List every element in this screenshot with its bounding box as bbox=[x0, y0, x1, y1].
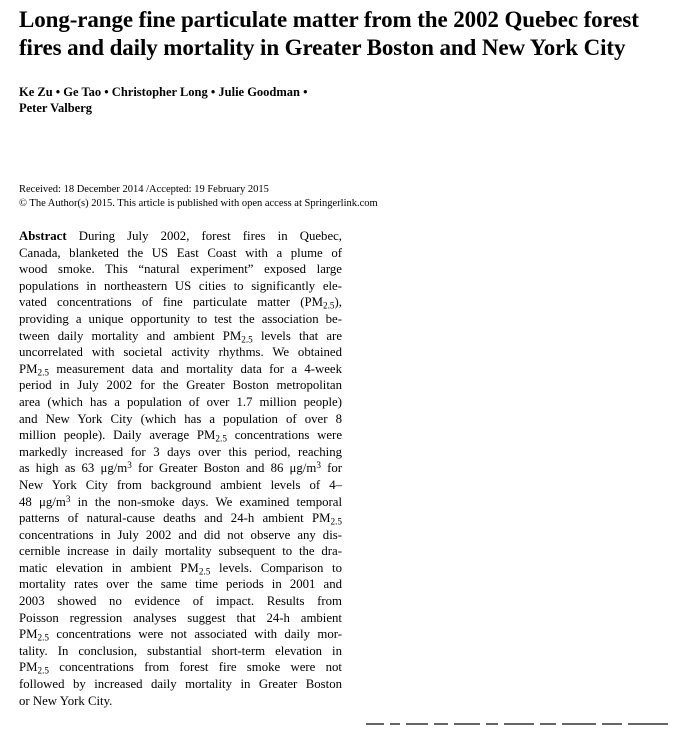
author-list bbox=[19, 84, 419, 116]
abstract-line: as high as 63 $\mu g/m^3$ for Greater Boston and 86 $\mu g/m^3$ for bbox=[19, 460, 343, 476]
abstract-line: vated concentrations of fine particulate matter $(PM_{2.5})$, bbox=[19, 295, 342, 311]
abstract-line: markedly increased for 3 days over this period, reaching bbox=[19, 444, 342, 459]
abstract-line: concentrations in July 2002 and did not observe any dis- bbox=[19, 527, 342, 542]
title-line: fires and daily mortality in Greater Boston and New York City bbox=[19, 35, 626, 60]
copyright-notice: © The Author(s) 2015. This article is published with open access at Springerlink.com bbox=[19, 198, 378, 209]
abstract-line: followed by increased daily mortality in Greater Boston bbox=[19, 677, 342, 692]
abstract bbox=[19, 228, 342, 709]
abstract-line: tween daily mortality and ambient $PM_{2.5}$ levels that are bbox=[19, 328, 342, 344]
abstract-line: populations in northeastern US cities to significantly ele- bbox=[19, 278, 342, 293]
abstract-line: 48 $\mu g/m^3$ in the non-smoke days. We examined temporal bbox=[19, 493, 343, 509]
abstract-line: uncorrelated with societal activity rhythms. We obtained bbox=[19, 345, 342, 360]
abstract-line: Canada, blanketed the US East Coast with a plume of bbox=[19, 245, 342, 260]
abstract-line: providing a unique opportunity to test the association be- bbox=[19, 311, 342, 326]
article-history bbox=[19, 183, 479, 211]
abstract-line: Poisson regression analyses suggest that 24-h ambient bbox=[19, 610, 342, 625]
abstract-line: wood smoke. This “natural experiment” exposed large bbox=[19, 262, 342, 277]
abstract-line: patterns of natural-cause deaths and 24-h ambient $PM_{2.5}$ bbox=[19, 511, 342, 527]
abstract-line: $PM_{2.5}$ concentrations from forest fire smoke were not bbox=[19, 660, 342, 676]
abstract-line: $PM_{2.5}$ measurement data and mortality data for a 4-week bbox=[19, 361, 342, 378]
abstract-line: $PM_{2.5}$ concentrations were not associated with daily mor- bbox=[19, 627, 342, 643]
paper-title bbox=[19, 6, 679, 62]
author-line: Peter Valberg bbox=[19, 101, 93, 115]
author-line: Ke Zu • Ge Tao • Christopher Long • Julie Goodman • bbox=[19, 85, 308, 99]
abstract-line: million people). Daily average $PM_{2.5}$ concentrations were bbox=[19, 428, 343, 444]
abstract-line: cernible increase in daily mortality subsequent to the dra- bbox=[19, 544, 342, 559]
abstract-line: period in July 2002 for the Greater Boston metropolitan bbox=[19, 378, 342, 393]
abstract-line: matic elevation in ambient $PM_{2.5}$ levels. Comparison to bbox=[19, 560, 342, 577]
cropped-next-column-text bbox=[366, 719, 686, 729]
abstract-label: Abstract bbox=[19, 229, 67, 243]
abstract-line: 2003 showed no evidence of impact. Results from bbox=[19, 594, 342, 609]
title-line: Long-range fine particulate matter from the 2002 Quebec forest bbox=[19, 7, 639, 32]
abstract-line: mortality rates over the same time periods in 2001 and bbox=[19, 577, 342, 592]
abstract-line: or New York City. bbox=[19, 693, 113, 708]
abstract-line: area (which has a population of over 1.7 million people) bbox=[19, 394, 342, 409]
abstract-line: tality. In conclusion, substantial short-term elevation in bbox=[19, 643, 342, 658]
abstract-line: and New York City (which has a population of over 8 bbox=[19, 411, 342, 426]
abstract-line: Abstract During July 2002, forest fires in Quebec, bbox=[19, 229, 343, 243]
received-accepted-dates: Received: 18 December 2014 /Accepted: 19 February 2015 bbox=[19, 184, 269, 195]
abstract-line: New York City from background ambient levels of 4– bbox=[19, 477, 342, 492]
